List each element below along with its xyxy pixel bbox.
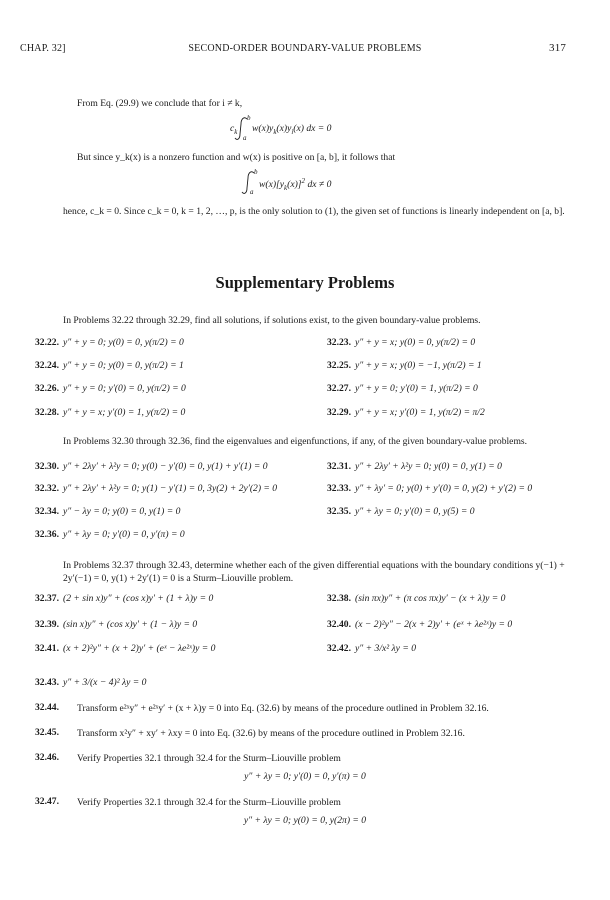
- header-title: SECOND-ORDER BOUNDARY-VALUE PROBLEMS: [188, 43, 422, 54]
- problem-32-33-number: 32.33.: [327, 483, 351, 494]
- problem-32-24-number: 32.24.: [35, 360, 59, 371]
- problem-32-22-number: 32.22.: [35, 337, 59, 348]
- problem-32-43-equation: y″ + 3/(x − 4)² λy = 0: [63, 677, 147, 688]
- problem-32-30-equation: y″ + 2λy′ + λ²y = 0; y(0) − y′(0) = 0, y(1) + y′(1) = 0: [63, 461, 268, 472]
- problem-32-44-text: Transform e²ˣy″ + e²ˣy′ + (x + λ)y = 0 into Eq. (32.6) by means of the procedure outlined in Problem 32.16.: [77, 703, 489, 714]
- problem-32-26-equation: y″ + y = 0; y′(0) = 0, y(π/2) = 0: [63, 383, 186, 394]
- problem-32-42-number: 32.42.: [327, 643, 351, 654]
- problem-32-29-number: 32.29.: [327, 407, 351, 418]
- problem-32-38-equation: (sin πx)y″ + (π cos πx)y′ − (x + λ)y = 0: [355, 593, 506, 604]
- problem-32-23-number: 32.23.: [327, 337, 351, 348]
- header-chapter: CHAP. 32]: [20, 43, 66, 54]
- group1-instructions: In Problems 32.22 through 32.29, find all solutions, if solutions exist, to the given boundary-value problems.: [63, 315, 481, 326]
- problem-32-25-number: 32.25.: [327, 360, 351, 371]
- problem-32-41-number: 32.41.: [35, 643, 59, 654]
- problem-32-39-equation: (sin x)y″ + (cos x)y′ + (1 − λ)y = 0: [63, 619, 198, 630]
- problem-32-29-equation: y″ + y = x; y′(0) = 1, y(π/2) = π/2: [355, 407, 485, 418]
- group3-instructions: In Problems 32.37 through 32.43, determine whether each of the given differential equations with the boundary conditions y(−1) + 2y′(−1) = 0, y(1) + 2y′(1) = 0 is a Sturm–Liouville problem.: [63, 560, 565, 584]
- problem-32-27-number: 32.27.: [327, 383, 351, 394]
- problem-32-26-number: 32.26.: [35, 383, 59, 394]
- problem-32-37-number: 32.37.: [35, 593, 59, 604]
- problem-32-47-text: Verify Properties 32.1 through 32.4 for the Sturm–Liouville problem: [77, 797, 341, 808]
- problem-32-31-number: 32.31.: [327, 461, 351, 472]
- proof-text-3: hence, c_k = 0. Since c_k = 0, k = 1, 2, …, p, is the only solution to (1), the given set of functions is linearly independent on [a, b].: [63, 206, 565, 217]
- problem-32-42-equation: y″ + 3/x² λy = 0: [355, 643, 417, 654]
- problem-32-37-equation: (2 + sin x)y″ + (cos x)y′ + (1 + λ)y = 0: [63, 593, 214, 604]
- problem-32-47-number: 32.47.: [35, 796, 59, 807]
- problem-32-41-equation: (x + 2)²y″ + (x + 2)y′ + (eˣ − λe²ˣ)y = 0: [63, 643, 216, 654]
- problem-32-30-number: 32.30.: [35, 461, 59, 472]
- problem-32-46-number: 32.46.: [35, 752, 59, 763]
- problem-32-32-equation: y″ + 2λy′ + λ²y = 0; y(1) − y′(1) = 0, 3y(2) + 2y′(2) = 0: [63, 483, 278, 494]
- problem-32-40-number: 32.40.: [327, 619, 351, 630]
- problem-32-33-equation: y″ + λy′ = 0; y(0) + y′(0) = 0, y(2) + y′(2) = 0: [355, 483, 533, 494]
- problem-32-40-equation: (x − 2)²y″ − 2(x + 2)y′ + (eˣ + λe²ˣ)y = 0: [355, 619, 513, 630]
- page-number: 317: [549, 42, 567, 54]
- proof-text-2: But since y_k(x) is a nonzero function and w(x) is positive on [a, b], it follows that: [77, 152, 396, 163]
- problem-32-35-number: 32.35.: [327, 506, 351, 517]
- problem-32-24-equation: y″ + y = 0; y(0) = 0, y(π/2) = 1: [63, 360, 184, 371]
- problem-32-32-number: 32.32.: [35, 483, 59, 494]
- group2-instructions: In Problems 32.30 through 32.36, find the eigenvalues and eigenfunctions, if any, of the given boundary-value problems.: [63, 436, 528, 447]
- equation-integral-2: b a $w(x)[y_k(x)]^2$ dx ≠ 0: [247, 170, 377, 196]
- problem-32-28-number: 32.28.: [35, 407, 59, 418]
- problem-32-25-equation: y″ + y = x; y(0) = −1, y(π/2) = 1: [355, 360, 482, 371]
- problem-32-36-number: 32.36.: [35, 529, 59, 540]
- problem-32-34-equation: y″ − λy = 0; y(0) = 0, y(1) = 0: [63, 506, 181, 517]
- problem-32-28-equation: y″ + y = x; y′(0) = 1, y(π/2) = 0: [63, 407, 186, 418]
- proof-text-1: From Eq. (29.9) we conclude that for i ≠ k,: [77, 98, 243, 109]
- section-title: Supplementary Problems: [215, 273, 395, 292]
- equation-integral-1: $c_k$ b a $w(x)y_k(x)y_i(x)$ dx = 0: [230, 116, 400, 142]
- problem-32-43-number: 32.43.: [35, 677, 59, 688]
- problem-32-38-number: 32.38.: [327, 593, 351, 604]
- problem-32-36-equation: y″ + λy = 0; y′(0) = 0, y′(π) = 0: [63, 529, 185, 540]
- problem-32-27-equation: y″ + y = 0; y′(0) = 1, y(π/2) = 0: [355, 383, 478, 394]
- problem-32-47-equation: y″ + λy = 0; y(0) = 0, y(2π) = 0: [243, 815, 367, 826]
- problem-32-39-number: 32.39.: [35, 619, 59, 630]
- problem-32-46-equation: y″ + λy = 0; y′(0) = 0, y′(π) = 0: [244, 771, 366, 782]
- problem-32-46-text: Verify Properties 32.1 through 32.4 for the Sturm–Liouville problem: [77, 753, 341, 764]
- problem-32-44-number: 32.44.: [35, 702, 59, 713]
- problem-32-34-number: 32.34.: [35, 506, 59, 517]
- problem-32-23-equation: y″ + y = x; y(0) = 0, y(π/2) = 0: [355, 337, 476, 348]
- problem-32-45-text: Transform x²y″ + xy′ + λxy = 0 into Eq. (32.6) by means of the procedure outlined in Problem 32.16.: [77, 728, 465, 739]
- problem-32-35-equation: y″ + λy = 0; y′(0) = 0, y(5) = 0: [355, 506, 475, 517]
- problem-32-22-equation: y″ + y = 0; y(0) = 0, y(π/2) = 0: [63, 337, 184, 348]
- problem-32-31-equation: y″ + 2λy′ + λ²y = 0; y(0) = 0, y(1) = 0: [355, 461, 502, 472]
- problem-32-45-number: 32.45.: [35, 727, 59, 738]
